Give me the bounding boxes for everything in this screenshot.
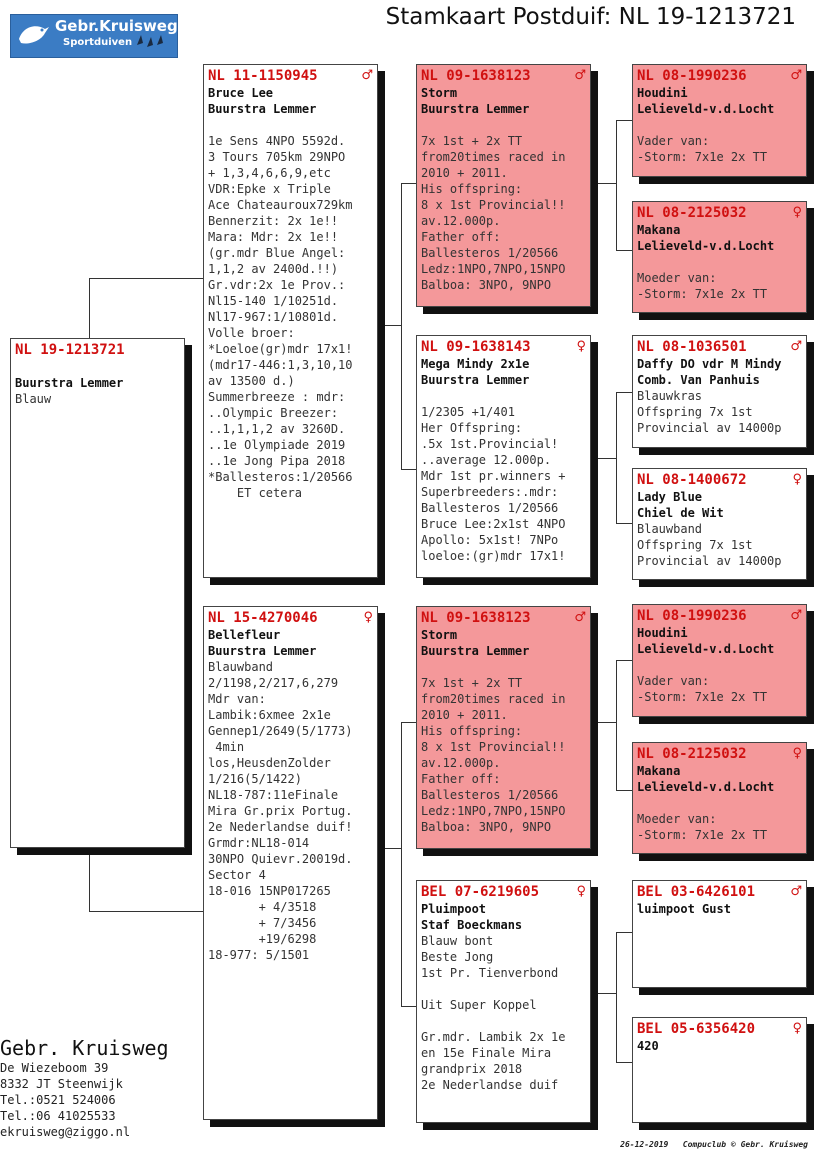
ring-number: NL 09-1638143 — [421, 339, 531, 355]
connector — [616, 392, 617, 523]
connector — [401, 722, 417, 723]
pigeon-name: luimpoot Gust — [637, 902, 731, 916]
connector — [590, 183, 616, 184]
owner-city: 8332 JT Steenwijk — [0, 1077, 123, 1091]
pigeon-name: Bellefleur Buurstra Lemmer — [208, 628, 317, 658]
ring-number: NL 09-1638123 — [421, 610, 531, 626]
ring-number: NL 11-1150945 — [208, 68, 318, 84]
connector — [616, 250, 632, 251]
pigeon-name: Daffy DO vdr M Mindy Comb. Van Panhuis — [637, 357, 782, 387]
female-icon: ♀ — [792, 746, 802, 761]
connector — [616, 523, 632, 524]
pigeon-name: Makana Lelieveld-v.d.Locht — [637, 223, 775, 253]
owner-address: De Wiezeboom 39 — [0, 1061, 109, 1075]
connector — [616, 1062, 632, 1063]
pigeon-card-dam[interactable] — [203, 606, 378, 1120]
club-logo — [10, 14, 178, 58]
pigeon-name: 420 — [637, 1039, 659, 1053]
pigeon-card-dam-dam[interactable] — [416, 880, 591, 1123]
pigeon-notes: Vader van: -Storm: 7x1e 2x TT — [637, 674, 768, 704]
connector — [401, 183, 402, 470]
pigeon-card-ssd[interactable] — [632, 201, 807, 313]
connector — [401, 1006, 417, 1007]
male-icon: ♂ — [790, 339, 802, 354]
connector — [89, 278, 90, 340]
pigeon-card-dam-sire[interactable] — [416, 606, 591, 849]
ring-number: NL 09-1638123 — [421, 68, 531, 84]
pigeon-notes: 1e Sens 4NPO 5592d. 3 Tours 705km 29NPO + 1,3,4,6,6,9,etc VDR:Epke x Triple Ace Chateauroux729km Bennerzit: 2x 1e!! Mara: Mdr: 2x 1e!! (gr.mdr Blue Angel: 1,1,2 av 2400d.!!) Gr.vdr:2x 1e Prov.: Nl15-140 1/10251d. Nl17-967:1/10801d. Volle broer: *Loeloe(gr)mdr 17x1! (mdr17-446:1,3,10,10 av 13500 d.) Summerbreeze : mdr: ..Olympic Breezer: ..1,1,1,2 av 3260D. ..1e Olympiade 2019 ..1e Jong Pipa 2018 *Ballesteros:1/20566 ET cetera — [208, 134, 353, 500]
male-icon: ♂ — [574, 610, 586, 625]
ring-number: NL 08-2125032 — [637, 746, 747, 762]
ring-number: BEL 05-6356420 — [637, 1021, 756, 1037]
female-icon: ♀ — [792, 472, 802, 487]
pigeon-card-dds[interactable] — [632, 880, 807, 988]
pigeon-card-sire[interactable] — [203, 64, 378, 578]
male-icon: ♂ — [790, 68, 802, 83]
connector — [616, 120, 632, 121]
ring-number: NL 08-1400672 — [637, 472, 747, 488]
page-title: Stamkaart Postduif: NL 19-1213721 — [385, 4, 796, 30]
connector — [590, 458, 616, 459]
pigeon-card-dss[interactable] — [632, 604, 807, 717]
print-credit: 26-12-2019 Compuclub © Gebr. Kruisweg — [620, 1140, 808, 1149]
pigeon-card-ddd[interactable] — [632, 1017, 807, 1123]
ring-number: NL 08-1036501 — [637, 339, 747, 355]
male-icon: ♂ — [574, 68, 586, 83]
owner-mobile: Tel.:06 41025533 — [0, 1109, 116, 1123]
pigeon-name: Houdini Lelieveld-v.d.Locht — [637, 626, 775, 656]
connector — [616, 660, 632, 661]
connector — [590, 722, 616, 723]
connector — [616, 120, 617, 250]
pigeon-name: Buurstra Lemmer — [15, 376, 124, 390]
connector — [401, 183, 417, 184]
pigeon-name: Storm Buurstra Lemmer — [421, 628, 530, 658]
pigeon-notes: Blauw bont Beste Jong 1st Pr. Tienverbond Uit Super Koppel Gr.mdr. Lambik 2x 1e en 15e Finale Mira grandprix 2018 2e Nederlandse duif — [421, 934, 566, 1092]
pigeon-notes: Blauwkras Offspring 7x 1st Provincial av 14000p — [637, 389, 782, 435]
pigeon-card-main[interactable] — [10, 338, 185, 848]
ring-number: BEL 07-6219605 — [421, 884, 540, 900]
pigeon-notes: Vader van: -Storm: 7x1e 2x TT — [637, 134, 768, 164]
ring-number: NL 08-1990236 — [637, 608, 747, 624]
female-icon: ♀ — [576, 884, 586, 899]
connector — [89, 848, 90, 911]
female-icon: ♀ — [576, 339, 586, 354]
pigeon-card-sds[interactable] — [632, 335, 807, 448]
owner-contact — [0, 1036, 169, 1140]
connector — [616, 392, 632, 393]
female-icon: ♀ — [792, 205, 802, 220]
pigeon-notes: 1/2305 +1/401 Her Offspring: .5x 1st.Provincial! ..average 12.000p. Mdr 1st pr.winners + Superbreeders:.mdr: Ballesteros 1/20566 Bruce Lee:2x1st 4NPO Apollo: 5x1st! 7NPo loeloe:(gr)mdr 17x1! — [421, 405, 566, 563]
pigeon-card-sss[interactable] — [632, 64, 807, 177]
pigeon-notes: Blauw — [15, 392, 52, 406]
pigeon-name: Lady Blue Chiel de Wit — [637, 490, 724, 520]
ring-number: NL 08-2125032 — [637, 205, 747, 221]
pigeon-name: Mega Mindy 2x1e Buurstra Lemmer — [421, 357, 530, 387]
owner-email[interactable]: ekruisweg@ziggo.nl — [0, 1125, 131, 1139]
pigeon-card-sire-dam[interactable] — [416, 335, 591, 578]
owner-name: Gebr. Kruisweg — [0, 1036, 169, 1060]
owner-phone: Tel.:0521 524006 — [0, 1093, 116, 1107]
male-icon: ♂ — [361, 68, 373, 83]
connector — [590, 993, 616, 994]
ring-number: NL 15-4270046 — [208, 610, 318, 626]
connector — [616, 660, 617, 790]
connector — [377, 325, 402, 326]
pigeon-card-sdd[interactable] — [632, 468, 807, 580]
pigeon-notes: Blauwband 2/1198,2/217,6,279 Mdr van: Lambik:6xmee 2x1e Gennep1/2649(5/1773) 4min los,HeusdenZolder 1/216(5/1422) NL18-787:11eFinale Mira Gr.prix Portug. 2e Nederlandse duif! Grmdr:NL18-014 30NPO Quievr.20019d. Sector 4 18-016 15NP017265 + 4/3518 + 7/3456 +19/6298 18-977: 5/1501 — [208, 660, 353, 962]
flock-icon — [135, 31, 171, 49]
connector — [401, 469, 417, 470]
connector — [89, 911, 204, 912]
female-icon: ♀ — [363, 610, 373, 625]
connector — [377, 848, 402, 849]
connector — [616, 790, 632, 791]
pigeon-name: Pluimpoot Staf Boeckmans — [421, 902, 523, 932]
pigeon-notes: Moeder van: -Storm: 7x1e 2x TT — [637, 271, 768, 301]
pigeon-notes: Moeder van: -Storm: 7x1e 2x TT — [637, 812, 768, 842]
pigeon-name: Makana Lelieveld-v.d.Locht — [637, 764, 775, 794]
ring-number: BEL 03-6426101 — [637, 884, 756, 900]
pigeon-notes: 7x 1st + 2x TT from20times raced in 2010 + 2011. His offspring: 8 x 1st Provincial!! av.12.000p. Father off: Ballesteros 1/20566 Ledz:1NPO,7NPO,15NPO Balboa: 3NPO, 9NPO — [421, 134, 566, 292]
pigeon-name: Houdini Lelieveld-v.d.Locht — [637, 86, 775, 116]
pigeon-icon — [15, 19, 51, 53]
female-icon: ♀ — [792, 1021, 802, 1036]
pigeon-card-sire-sire[interactable] — [416, 64, 591, 307]
ring-number: NL 19-1213721 — [15, 342, 125, 358]
connector — [401, 722, 402, 1007]
connector — [616, 932, 617, 1062]
ring-number: NL 08-1990236 — [637, 68, 747, 84]
pigeon-notes: 7x 1st + 2x TT from20times raced in 2010 + 2011. His offspring: 8 x 1st Provincial!! av.12.000p. Father off: Ballesteros 1/20566 Ledz:1NPO,7NPO,15NPO Balboa: 3NPO, 9NPO — [421, 676, 566, 834]
pigeon-name: Bruce Lee Buurstra Lemmer — [208, 86, 317, 116]
pigeon-notes: Blauwband Offspring 7x 1st Provincial av 14000p — [637, 522, 782, 568]
connector — [616, 932, 632, 933]
male-icon: ♂ — [790, 884, 802, 899]
male-icon: ♂ — [790, 608, 802, 623]
pigeon-card-dsd[interactable] — [632, 742, 807, 854]
pigeon-name: Storm Buurstra Lemmer — [421, 86, 530, 116]
logo-title: Gebr.Kruisweg — [55, 17, 178, 35]
logo-subtitle: Sportduiven — [63, 37, 133, 48]
connector — [89, 278, 204, 279]
